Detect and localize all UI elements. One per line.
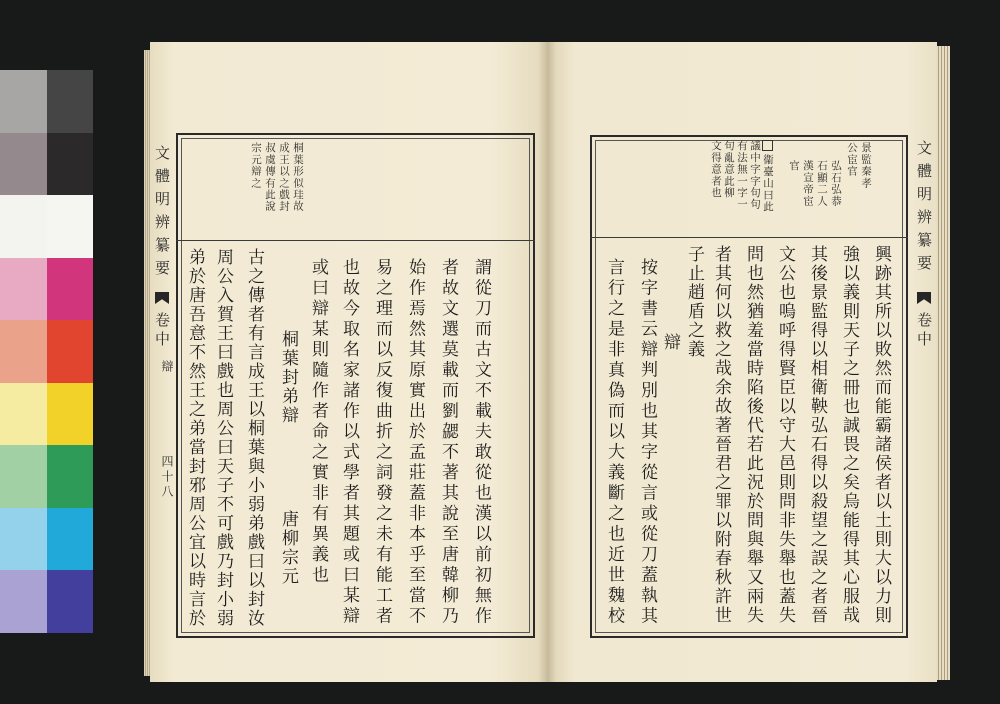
page-edges-right (936, 46, 950, 680)
left-margin-page-number: 四十八 (160, 455, 174, 500)
text-column: 文公也嗚呼得賢臣以守大邑則問非失舉也蓋失 (775, 245, 795, 625)
right-margin-title: 文體明辨纂要 (915, 140, 933, 278)
swatch-white-b (47, 195, 94, 258)
swatch-blue (47, 570, 94, 633)
left-header-divider (176, 240, 535, 241)
commentary-column: 文得意者也 (710, 140, 722, 199)
left-header-note: 桐葉形似珪故 (292, 142, 304, 213)
text-column: 始作焉然其原實出於孟莊蓋非本乎至當不 (405, 258, 425, 627)
essay-author: 唐柳宗元 (278, 510, 298, 586)
left-margin-title: 文體明辨纂要 (153, 145, 171, 283)
essay-title: 桐葉封弟辯 (278, 330, 298, 425)
swatch-salmon (0, 320, 47, 383)
section-column: 按字書云辯判別也其字從言或從刀蓋執其 (637, 258, 657, 627)
commentary-column: 議中字字句句 (749, 140, 761, 211)
right-header-note: 景監秦孝 (860, 142, 872, 189)
swatch-gray-mid (0, 133, 47, 196)
swatch-light-cyan (0, 508, 47, 571)
text-column: 其後景監得以相衛鞅弘石得以殺望之誤之者晉 (807, 245, 827, 625)
left-header-note: 宗元辯之 (250, 142, 262, 189)
text-column: 謂從刀而古文不載夫敢從也漢以前初無作 (471, 258, 491, 627)
section-column: 言行之是非真偽而以大義斷之也近世魏校 (604, 258, 624, 627)
essay-column: 弟於唐吾意不然王之弟當封邪周公宜以時言於 (185, 248, 205, 628)
left-header-note: 叔虞傳有此說 (264, 142, 276, 213)
swatch-red (47, 320, 94, 383)
right-header-note: 漢宣帝宦 (802, 160, 814, 207)
text-column: 也故今取名家諸作以式學者其題或曰某辯 (339, 258, 359, 627)
section-heading: 辯 (660, 333, 680, 352)
left-margin-volume: 卷中 (153, 312, 171, 350)
swatch-pink (0, 258, 47, 321)
text-column: 易之理而以反復曲折之詞發之未有能工者 (372, 258, 392, 627)
right-header-note: 公宦官 (846, 142, 858, 178)
swatch-light-yellow (0, 383, 47, 446)
commentary-column: 衞臺山曰此 (762, 154, 774, 213)
right-header-divider (590, 237, 908, 238)
text-column: 者其何以救之哉余故著晉君之罪以附春秋許世 (711, 245, 731, 625)
right-header-note: 石顯二人 (816, 160, 828, 207)
swatch-light-green (0, 445, 47, 508)
text-column: 或曰辯某則隨作者命之實非有異義也 (308, 258, 328, 586)
right-header-note: 弘石弘恭 (830, 160, 842, 207)
right-header-note: 官 (788, 160, 800, 172)
commentary-column: 句亂意此柳 (723, 140, 735, 199)
swatch-magenta (47, 258, 94, 321)
left-margin-section: 辯 (160, 360, 174, 375)
swatch-gray-light (0, 70, 47, 133)
right-margin-volume: 卷中 (915, 312, 933, 350)
book-gutter (538, 42, 556, 682)
left-header-note: 成王以之戲封 (278, 142, 290, 213)
commentary-mark (762, 140, 773, 151)
swatch-gray-darkest (47, 133, 94, 196)
swatch-lavender (0, 570, 47, 633)
text-column: 興跡其所以敗然而能霸諸侯者以土則大以力則 (871, 245, 891, 625)
essay-column: 古之傳者有言成王以桐葉與小弱弟戲曰以封汝 (244, 248, 264, 628)
swatch-gray-dark (47, 70, 94, 133)
essay-column: 周公入賀王曰戲也周公曰天子不可戲乃封小弱 (213, 248, 233, 628)
swatch-yellow (47, 383, 94, 446)
text-column: 問也然猶羞當時陷後代若此況於問與舉又兩失 (743, 245, 763, 625)
color-calibration-chart (0, 70, 93, 633)
text-column: 子止趙盾之義 (684, 245, 704, 359)
swatch-green (47, 445, 94, 508)
text-column: 強以義則天子之冊也誠畏之矣烏能得其心服哉 (839, 245, 859, 625)
swatch-white-a (0, 195, 47, 258)
text-column: 者故文選莫載而劉勰不著其說至唐韓柳乃 (438, 258, 458, 627)
commentary-column: 有法無一字一 (736, 140, 748, 211)
swatch-cyan (47, 508, 94, 571)
